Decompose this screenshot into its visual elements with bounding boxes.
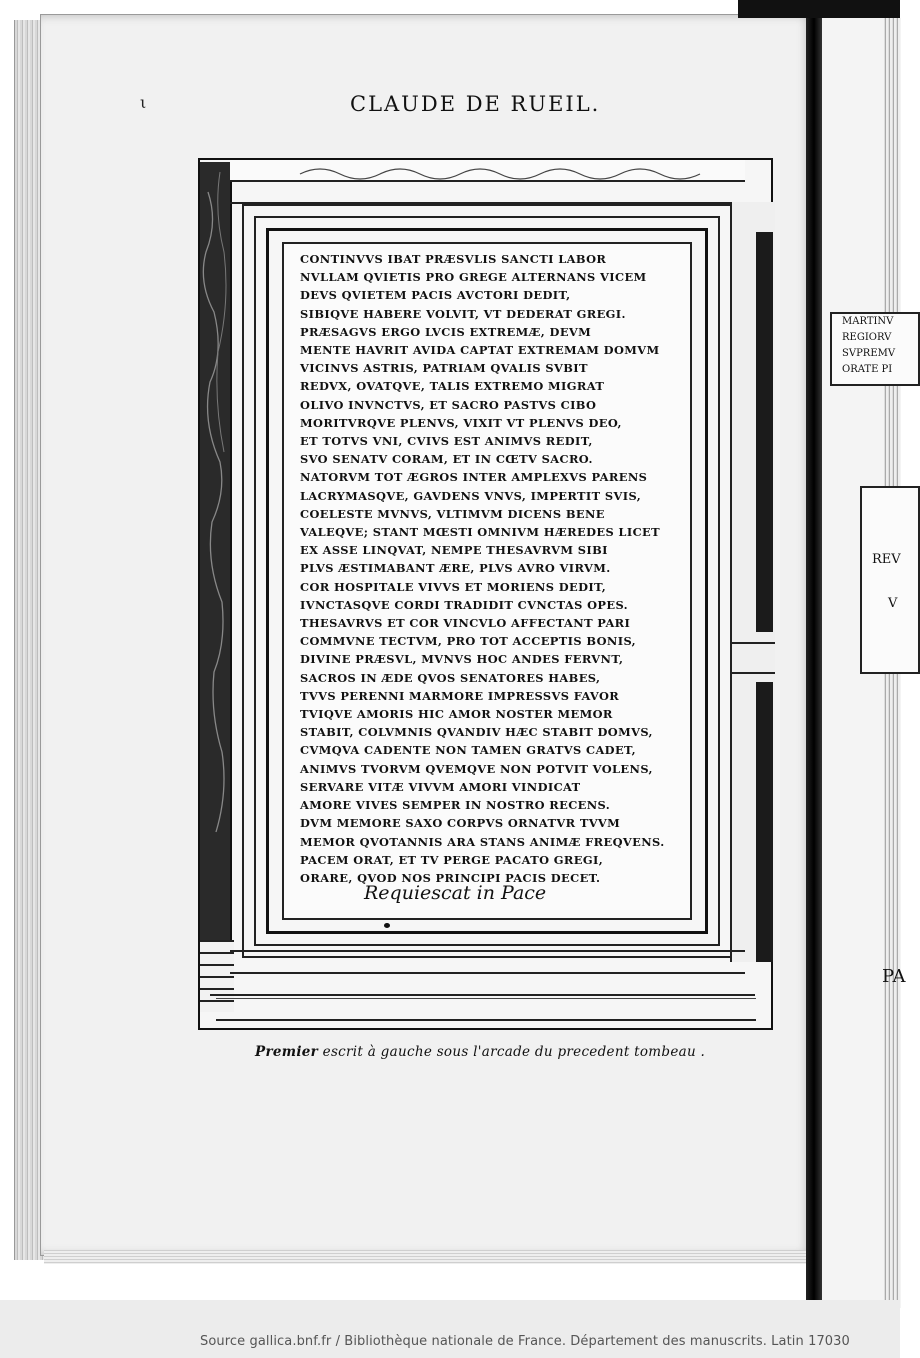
inscription-line: LACRYMASQVE, GAVDENS VNVS, IMPERTIT SVIS, [300,488,642,503]
scanner-top-band [738,0,900,18]
right-box-line: MARTINV [842,316,894,327]
epitaph-inscription [300,250,690,887]
inscription-line: SACROS IN ÆDE QVOS SENATORES HABES, [300,670,601,685]
base-molding-2 [210,972,755,996]
inscription-line: REDVX, OVATQVE, TALIS EXTREMO MIGRAT [300,379,605,394]
inscription-line: CONTINVVS IBAT PRÆSVLIS SANCTI LABOR [300,252,607,266]
inscription-line: SERVARE VITÆ VIVVM AMORI VINDICAT [300,779,581,794]
page-mark: ι [140,93,147,112]
right-box2-text: REV [872,552,901,567]
inscription-line: ANIMVS TVORVM QVEMQVE NON POTVIT VOLENS, [300,761,653,776]
inscription-line: MORITVRQVE PLENVS, VIXIT VT PLENVS DEO, [300,415,622,430]
base-molding-3 [216,998,756,1021]
inscription-line: IVNCTASQVE CORDI TRADIDIT CVNCTAS OPES. [300,597,629,612]
inscription-line: PRÆSAGVS ERGO LVCIS EXTREMÆ, DEVM [300,324,592,339]
marble-veins [200,162,230,952]
right-box-line: REGIORV [842,332,892,343]
inscription-line: PACEM ORAT, ET TV PERGE PACATO GREGI, [300,852,604,867]
inscription-line: TVVS PERENNI MARMORE IMPRESSVS FAVOR [300,688,620,703]
inscription-line: DVM MEMORE SAXO CORPVS ORNATVR TVVM [300,816,621,831]
book-gutter [806,0,822,1300]
inscription-line: COMMVNE TECTVM, PRO TOT ACCEPTIS BONIS, [300,634,637,649]
cornice-top [230,160,745,182]
cornice-molding [230,180,745,204]
drawing-caption [255,1044,705,1060]
footer-band [0,1300,900,1358]
running-title: CLAUDE DE RUEIL. [350,92,601,116]
inscription-line: SIBIQVE HABERE VOLVIT, VT DEDERAT GREGI. [300,306,626,321]
requiescat-closing: Requiescat in Pace [364,882,547,904]
inscription-line: COR HOSPITALE VIVVS ET MORIENS DEDIT, [300,579,607,594]
inscription-line: DIVINE PRÆSVL, MVNVS HOC ANDES FERVNT, [300,652,624,667]
right-page-inscription-box [830,312,920,386]
inscription-line: CVMQVA CADENTE NON TAMEN GRATVS CADET, [300,743,637,758]
inscription-line: ORARE, QVOD NOS PRINCIPI PACIS DECET. [300,870,601,885]
tablet-dot [384,923,390,928]
right-page-second-box [860,486,920,674]
inscription-line: STABIT, COLVMNIS QVANDIV HÆC STABIT DOMVS, [300,725,653,740]
inscription-line: NVLLAM QVIETIS PRO GREGE ALTERNANS VICEM [300,270,647,285]
inscription-line: DEVS QVIETEM PACIS AVCTORI DEDIT, [300,288,571,303]
inscription-line: COELESTE MVNVS, VLTIMVM DICENS BENE [300,506,605,521]
inscription-line: EX ASSE LINQVAT, NEMPE THESAVRVM SIBI [300,543,608,558]
caption-first-word: Premier [255,1044,319,1060]
right-box-line: ORATE PI [842,364,893,375]
inscription-line: OLIVO INVNCTVS, ET SACRO PASTVS CIBO [300,397,597,412]
source-attribution: Source gallica.bnf.fr / Bibliothèque nationale de France. Département des manuscrits. Latin 17030 [200,1334,850,1349]
base-molding-1 [230,950,745,974]
inscription-line: VALEQVE; STANT MŒSTI OMNIVM HÆREDES LICET [300,525,660,540]
caption-rest: escrit à gauche sous l'arcade du precedent tombeau . [318,1044,706,1060]
right-box-line: SVPREMV [842,348,896,359]
monument-drawing [198,158,773,1030]
cornice-decoration [290,162,710,178]
bay-niche-upper [756,232,773,632]
inscription-line: THESAVRVS ET COR VINCVLO AFFECTANT PARI [300,616,631,631]
left-marble-column [200,162,232,952]
inscription-line: MEMOR QVOTANNIS ARA STANS ANIMÆ FREQVENS. [300,834,665,849]
inscription-line: MENTE HAVRIT AVIDA CAPTAT EXTREMAM DOMVM [300,343,660,358]
bay-niche-lower [756,682,773,962]
inscription-line: ET TOTVS VNI, CVIVS EST ANIMVS REDIT, [300,434,593,449]
right-side-bay [730,202,775,962]
page-stack-bottom [44,1250,814,1264]
inscription-line: VICINVS ASTRIS, PATRIAM QVALIS SVBIT [300,361,588,376]
inscription-line: SVO SENATV CORAM, ET IN CŒTV SACRO. [300,452,593,467]
inscription-line: AMORE VIVES SEMPER IN NOSTRO RECENS. [300,798,611,813]
right-box2-text-2: V [888,596,898,611]
inscription-line: TVIQVE AMORIS HIC AMOR NOSTER MEMOR [300,707,613,722]
inscription-line: PLVS ÆSTIMABANT ÆRE, PLVS AVRO VIRVM. [300,561,611,576]
right-page-bottom-text: PA [882,966,906,987]
inscription-line: NATORVM TOT ÆGROS INTER AMPLEXVS PARENS [300,470,648,485]
bay-ledge [732,642,775,674]
